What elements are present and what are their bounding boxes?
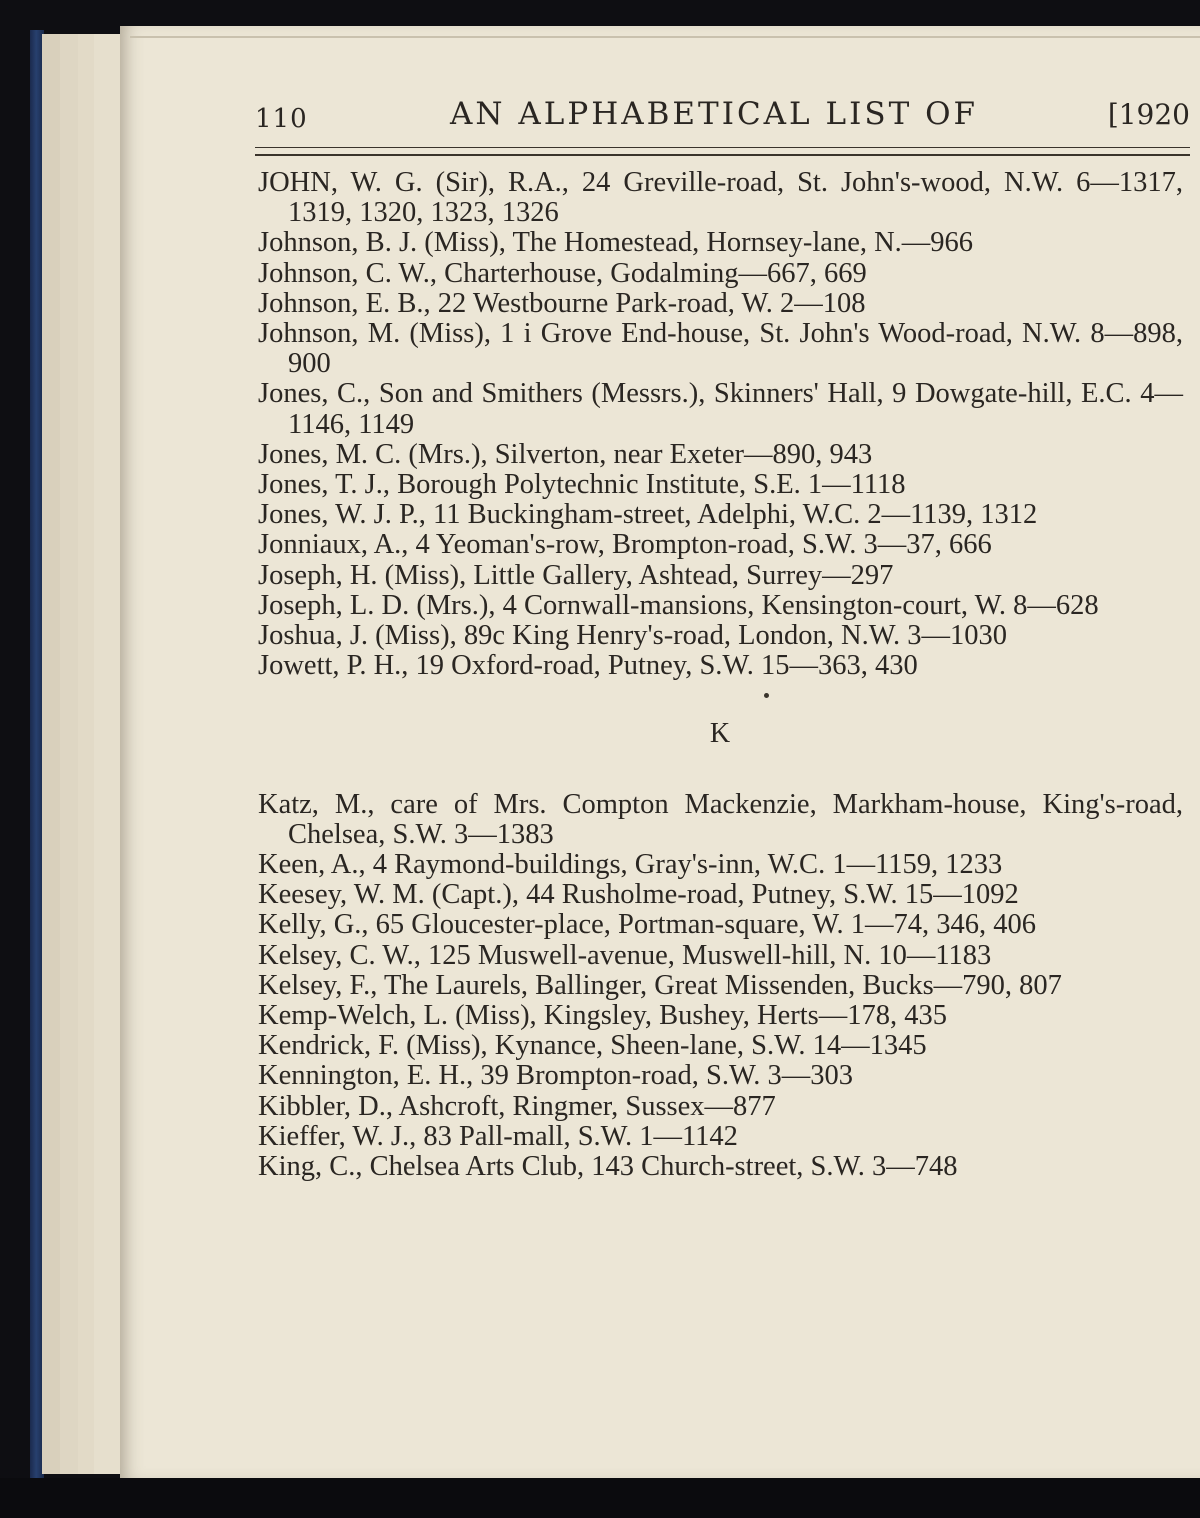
entry-list [258,168,1183,1182]
list-entry: Joshua, J. (Miss), 89c King Henry's-road, London, N.W. 3—1030 [258,620,1007,652]
list-entry: Joseph, H. (Miss), Little Gallery, Ashtead, Surrey—297 [258,559,894,591]
list-entry: Jones, W. J. P., 11 Buckingham-street, Adelphi, W.C. 2—1139, 1312 [258,499,1038,531]
running-head [255,96,1190,140]
list-entry: JOHN, W. G. (Sir), R.A., 24 Greville-road, St. John's-wood, N.W. 6—1317, 1319, 1320, 1323, 1326 [258,167,1183,229]
header-rule [255,147,1190,148]
list-entry: Kelsey, C. W., 125 Muswell-avenue, Muswell-hill, N. 10—1183 [258,939,992,971]
list-entry: Kibbler, D., Ashcroft, Ringmer, Sussex—877 [258,1090,776,1122]
list-entry: Jonniaux, A., 4 Yeoman's-row, Brompton-road, S.W. 3—37, 666 [258,529,992,561]
scan-bottom-background [0,1478,1200,1518]
list-entry: Keen, A., 4 Raymond-buildings, Gray's-inn, W.C. 1—1159, 1233 [258,849,1003,881]
list-entry: Katz, M., care of Mrs. Compton Mackenzie, Markham-house, King's-road, Chelsea, S.W. 3—1383 [258,788,1183,850]
list-entry: Kieffer, W. J., 83 Pall-mall, S.W. 1—1142 [258,1120,738,1152]
list-entry: Johnson, E. B., 22 Westbourne Park-road, W. 2—108 [258,287,866,319]
list-entry: Kendrick, F. (Miss), Kynance, Sheen-lane, S.W. 14—1345 [258,1030,927,1062]
list-entry: Jones, C., Son and Smithers (Messrs.), Skinners' Hall, 9 Dowgate-hill, E.C. 4—1146, 1149 [258,378,1183,440]
header-rule [255,154,1190,156]
section-letter-heading: K [258,719,1183,749]
list-entry: Kelly, G., 65 Gloucester-place, Portman-square, W. 1—74, 346, 406 [258,909,1037,941]
list-entry: Kemp-Welch, L. (Miss), Kingsley, Bushey, Herts—178, 435 [258,1000,947,1032]
page-top-edge [130,36,1200,38]
list-entry: Jowett, P. H., 19 Oxford-road, Putney, S.W. 15—363, 430 [258,650,918,682]
list-entry: Johnson, B. J. (Miss), The Homestead, Hornsey-lane, N.—966 [258,227,974,259]
list-entry: Johnson, M. (Miss), 1 i Grove End-house, St. John's Wood-road, N.W. 8—898, 900 [258,318,1183,380]
list-entry: Jones, T. J., Borough Polytechnic Institute, S.E. 1—1118 [258,469,906,501]
list-entry: Jones, M. C. (Mrs.), Silverton, near Exeter—890, 943 [258,438,873,470]
list-entry: Joseph, L. D. (Mrs.), 4 Cornwall-mansions, Kensington-court, W. 8—628 [258,589,1099,621]
list-entry: Kennington, E. H., 39 Brompton-road, S.W. 3—303 [258,1060,854,1092]
list-entry: Johnson, C. W., Charterhouse, Godalming—667, 669 [258,257,867,289]
page-title: AN ALPHABETICAL LIST OF [450,96,979,132]
list-entry: Keesey, W. M. (Capt.), 44 Rusholme-road, Putney, S.W. 15—1092 [258,879,1019,911]
list-entry: King, C., Chelsea Arts Club, 143 Church-street, S.W. 3—748 [258,1151,958,1183]
page-year: [1920 [1107,98,1190,131]
list-entry: Kelsey, F., The Laurels, Ballinger, Great Missenden, Bucks—790, 807 [258,969,1062,1001]
page-number: 110 [255,104,308,134]
